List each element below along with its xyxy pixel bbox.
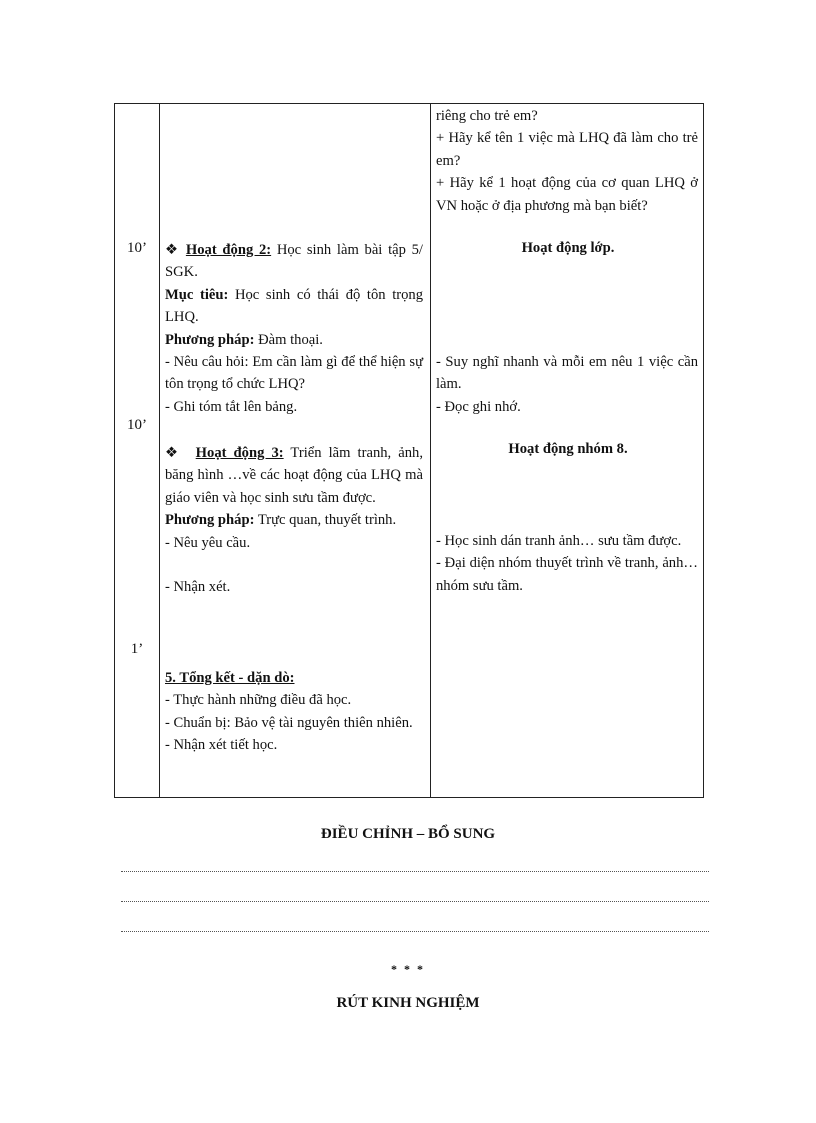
summary-item-1: - Thực hành những điều đã học. [165, 692, 352, 709]
time-column [115, 104, 159, 797]
activity-3-desc: Triển lãm tranh, ảnh, băng hình …về các hoạt động của LHQ mà giáo viên và học sinh sưu tầm được. [165, 445, 423, 506]
activity-3-student-heading: Hoạt động nhóm 8. [508, 441, 628, 457]
student-question-1: + Hãy kể tên 1 việc mà LHQ đã làm cho trẻ em? [436, 130, 698, 169]
activity-2-student-block [436, 351, 698, 418]
activity-3-student-item-1: - Học sinh dán tranh ảnh… sưu tầm được. [436, 533, 682, 549]
bullet-icon: ❖ [165, 242, 181, 258]
activity-3-student-item-2: - Đại diện nhóm thuyết trình về tranh, ảnh… nhóm sưu tầm. [436, 555, 698, 594]
activity-2-method: Phương pháp: Đàm thoại. [165, 331, 323, 348]
student-question-cont: riêng cho trẻ em? [436, 108, 538, 124]
summary-item-2: - Chuẩn bị: Bảo vệ tài nguyên thiên nhiên. [165, 714, 413, 731]
activity-2-desc: Học sinh làm bài tập 5/ SGK. [165, 242, 423, 281]
activity-3-label: Hoạt động 3: [195, 445, 284, 461]
activity-2-student-heading: Hoạt động lớp. [521, 240, 615, 256]
student-questions [436, 105, 698, 217]
time-hd2: 10’ [127, 240, 147, 256]
activity-3-method: Phương pháp: Trực quan, thuyết trình. [165, 512, 397, 529]
time-hd3: 10’ [127, 417, 147, 433]
activity-2-title [165, 239, 423, 284]
student-question-2: + Hãy kể 1 hoạt động của cơ quan LHQ ở VN hoặc ở địa phương mà bạn biết? [436, 175, 698, 214]
summary-block [165, 667, 423, 757]
student-column [431, 104, 705, 797]
teacher-column [160, 104, 430, 797]
time-summary: 1’ [130, 641, 144, 657]
activity-3-step-2: - Nhận xét. [165, 579, 231, 596]
adjust-heading: ĐIỀU CHỈNH – BỔ SUNG [320, 826, 496, 842]
separator-stars: * * * [391, 962, 425, 976]
activity-2-student-item-1: - Suy nghĩ nhanh và mỗi em nêu 1 việc cần làm. [436, 354, 698, 393]
activity-3-title [165, 442, 423, 509]
activity-2-label: Hoạt động 2: [185, 242, 272, 258]
activity-2-student-item-2: - Đọc ghi nhớ. [436, 398, 521, 415]
experience-heading: RÚT KINH NGHIỆM [336, 995, 480, 1011]
summary-item-3: - Nhận xét tiết học. [165, 737, 278, 754]
activity-3-step-1: - Nêu yêu cầu. [165, 534, 251, 551]
dotted-line[interactable] [121, 931, 709, 933]
dotted-line[interactable] [121, 871, 709, 873]
activity-2-objective: Mục tiêu: Học sinh có thái độ tôn trọng LHQ. [165, 286, 423, 326]
activity-3-block [165, 442, 423, 598]
lesson-table [114, 103, 704, 798]
summary-title: 5. Tổng kết - dặn dò: [165, 670, 295, 686]
bullet-icon: ❖ [165, 445, 182, 461]
activity-2-block [165, 239, 423, 418]
dotted-line[interactable] [121, 901, 709, 903]
activity-3-student-block [436, 530, 698, 597]
activity-2-step-1: - Nêu câu hỏi: Em cần làm gì để thể hiện sự tôn trọng tổ chức LHQ? [165, 354, 423, 393]
activity-2-step-2: - Ghi tóm tắt lên bảng. [165, 398, 298, 415]
